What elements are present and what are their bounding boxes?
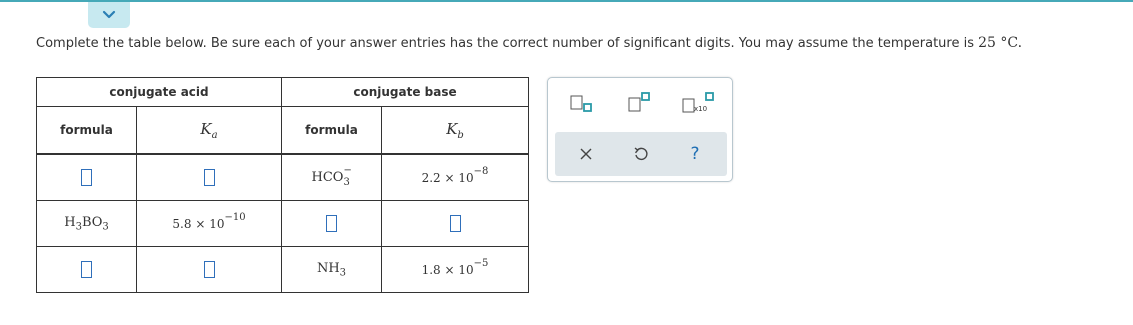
instructions-body: Complete the table below. Be sure each of your answer entries has the correct number of significant digits. You may assume the temperature is: [36, 36, 979, 51]
base-formula-header: formula: [282, 107, 382, 155]
acid-formula-cell: [37, 154, 137, 201]
scientific-notation-icon[interactable]: [682, 92, 716, 114]
sci-label: x10: [694, 105, 708, 113]
base-formula-input[interactable]: [326, 215, 337, 232]
subscript-icon[interactable]: [570, 94, 594, 114]
acid-formula-input[interactable]: [81, 169, 92, 186]
top-accent-line: [0, 0, 1133, 2]
undo-button[interactable]: [627, 140, 655, 168]
help-button[interactable]: [681, 140, 709, 168]
chevron-down-icon: [102, 10, 116, 20]
acid-formula-cell: [37, 201, 137, 247]
acid-formula-cell: [37, 247, 137, 293]
table-row: [37, 154, 529, 201]
math-toolbox: [547, 77, 733, 182]
ka-header: $K_a$: [137, 107, 282, 155]
kb-cell: [382, 201, 529, 247]
table-row: [37, 201, 529, 247]
acid-formula-header: formula: [37, 107, 137, 155]
kb-input[interactable]: [450, 215, 461, 232]
kb-header: $K_b$: [382, 107, 529, 155]
close-icon: [580, 148, 592, 160]
ka-cell: [137, 247, 282, 293]
ka-value: $5.8 \times 10^{-10}$: [172, 212, 246, 231]
base-formula-cell: [282, 154, 382, 201]
acid-base-table: [36, 77, 529, 293]
base-formula-cell: [282, 247, 382, 293]
clear-button[interactable]: [572, 140, 600, 168]
help-icon: ?: [690, 144, 700, 164]
conjugate-base-header: conjugate base: [282, 78, 529, 107]
kb-cell: [382, 154, 529, 201]
base-formula-text: HCO − 3: [311, 164, 352, 188]
table-row: [37, 247, 529, 293]
superscript-icon[interactable]: [628, 92, 652, 112]
kb-value: $2.2 \times 10^{-8}$: [421, 166, 489, 185]
toolbox-format-row: [548, 92, 732, 114]
kb-cell: [382, 247, 529, 293]
acid-formula-text: $H_3BO_3$: [64, 214, 109, 233]
temperature-value: 25 °C.: [978, 35, 1023, 51]
base-formula-text: $NH_3$: [316, 260, 347, 279]
ka-cell: [137, 154, 282, 201]
collapse-button[interactable]: [88, 2, 130, 28]
ka-input[interactable]: [204, 261, 215, 278]
acid-formula-input[interactable]: [81, 261, 92, 278]
kb-value: $1.8 \times 10^{-5}$: [421, 258, 489, 277]
base-formula-cell: [282, 201, 382, 247]
ka-cell: [137, 201, 282, 247]
conjugate-acid-header: conjugate acid: [37, 78, 282, 107]
instructions-text: [36, 35, 1022, 51]
toolbox-action-bar: [555, 132, 727, 176]
ka-input[interactable]: [204, 169, 215, 186]
undo-icon: [633, 146, 649, 162]
